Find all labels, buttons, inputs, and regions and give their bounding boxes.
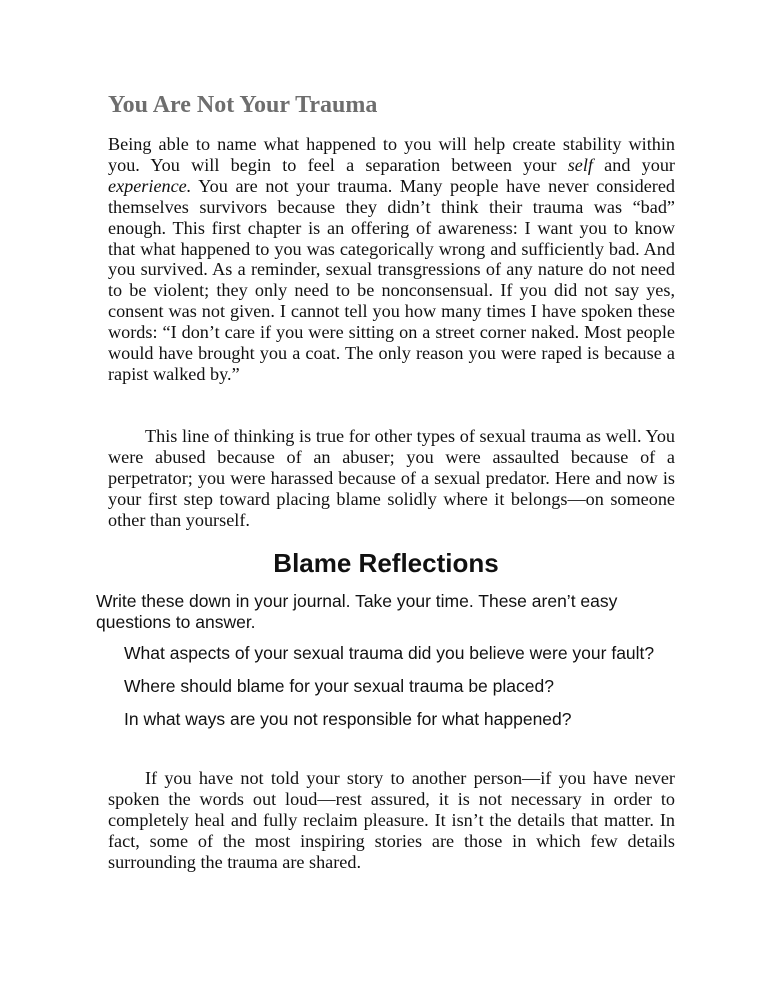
paragraph-1-text-a: Being able to name what happened to you will help create stability within you. You will begin to feel a separation between your [108,134,675,175]
section-heading: You Are Not Your Trauma [108,92,378,118]
reflections-intro: Write these down in your journal. Take your time. These aren’t easy questions to answer. [96,591,618,632]
reflection-question: Where should blame for your sexual trauma be placed? [124,676,554,696]
emphasis-self: self [567,154,593,175]
emphasis-experience: experience. [108,175,192,196]
reflection-question: In what ways are you not responsible for what happened? [124,709,572,729]
body-paragraph-2: This line of thinking is true for other types of sexual trauma as well. You were abused because of an abuser; you were assaulted because of a perpetrator; you were harassed because of a sexual predator. Here and now is your first step toward placing blame solidly where it belongs—on someone other than yourself. [108,426,675,530]
paragraph-1-text-b: and your [592,154,675,175]
reflection-question: What aspects of your sexual trauma did you believe were your fault? [124,643,655,663]
body-paragraph-3: If you have not told your story to another person—if you have never spoken the words out loud—rest assured, it is not necessary in order to completely heal and fully reclaim pleasure. It isn’t the details that matter. In fact, some of the most inspiring stories are those in which few details surrounding the trauma are shared. [108,768,675,872]
reflections-heading: Blame Reflections [273,548,499,578]
paragraph-1-text-c: You are not your trauma. Many people have never considered themselves survivors because they didn’t think their trauma was “bad” enough. This first chapter is an offering of awareness: I want you to know that what happened to you was categorically wrong and sufficiently bad. And you survived. As a reminder, sexual transgressions of any nature do not need to be violent; they only need to be nonconsensual. If you did not say yes, consent was not given. I cannot tell you how many times I have spoken these words: “I don’t care if you were sitting on a street corner naked. Most people would have brought you a coat. The only reason you were raped is because a rapist walked by.” [108,175,675,384]
body-paragraph-1 [108,134,675,385]
reflection-questions [124,643,664,742]
